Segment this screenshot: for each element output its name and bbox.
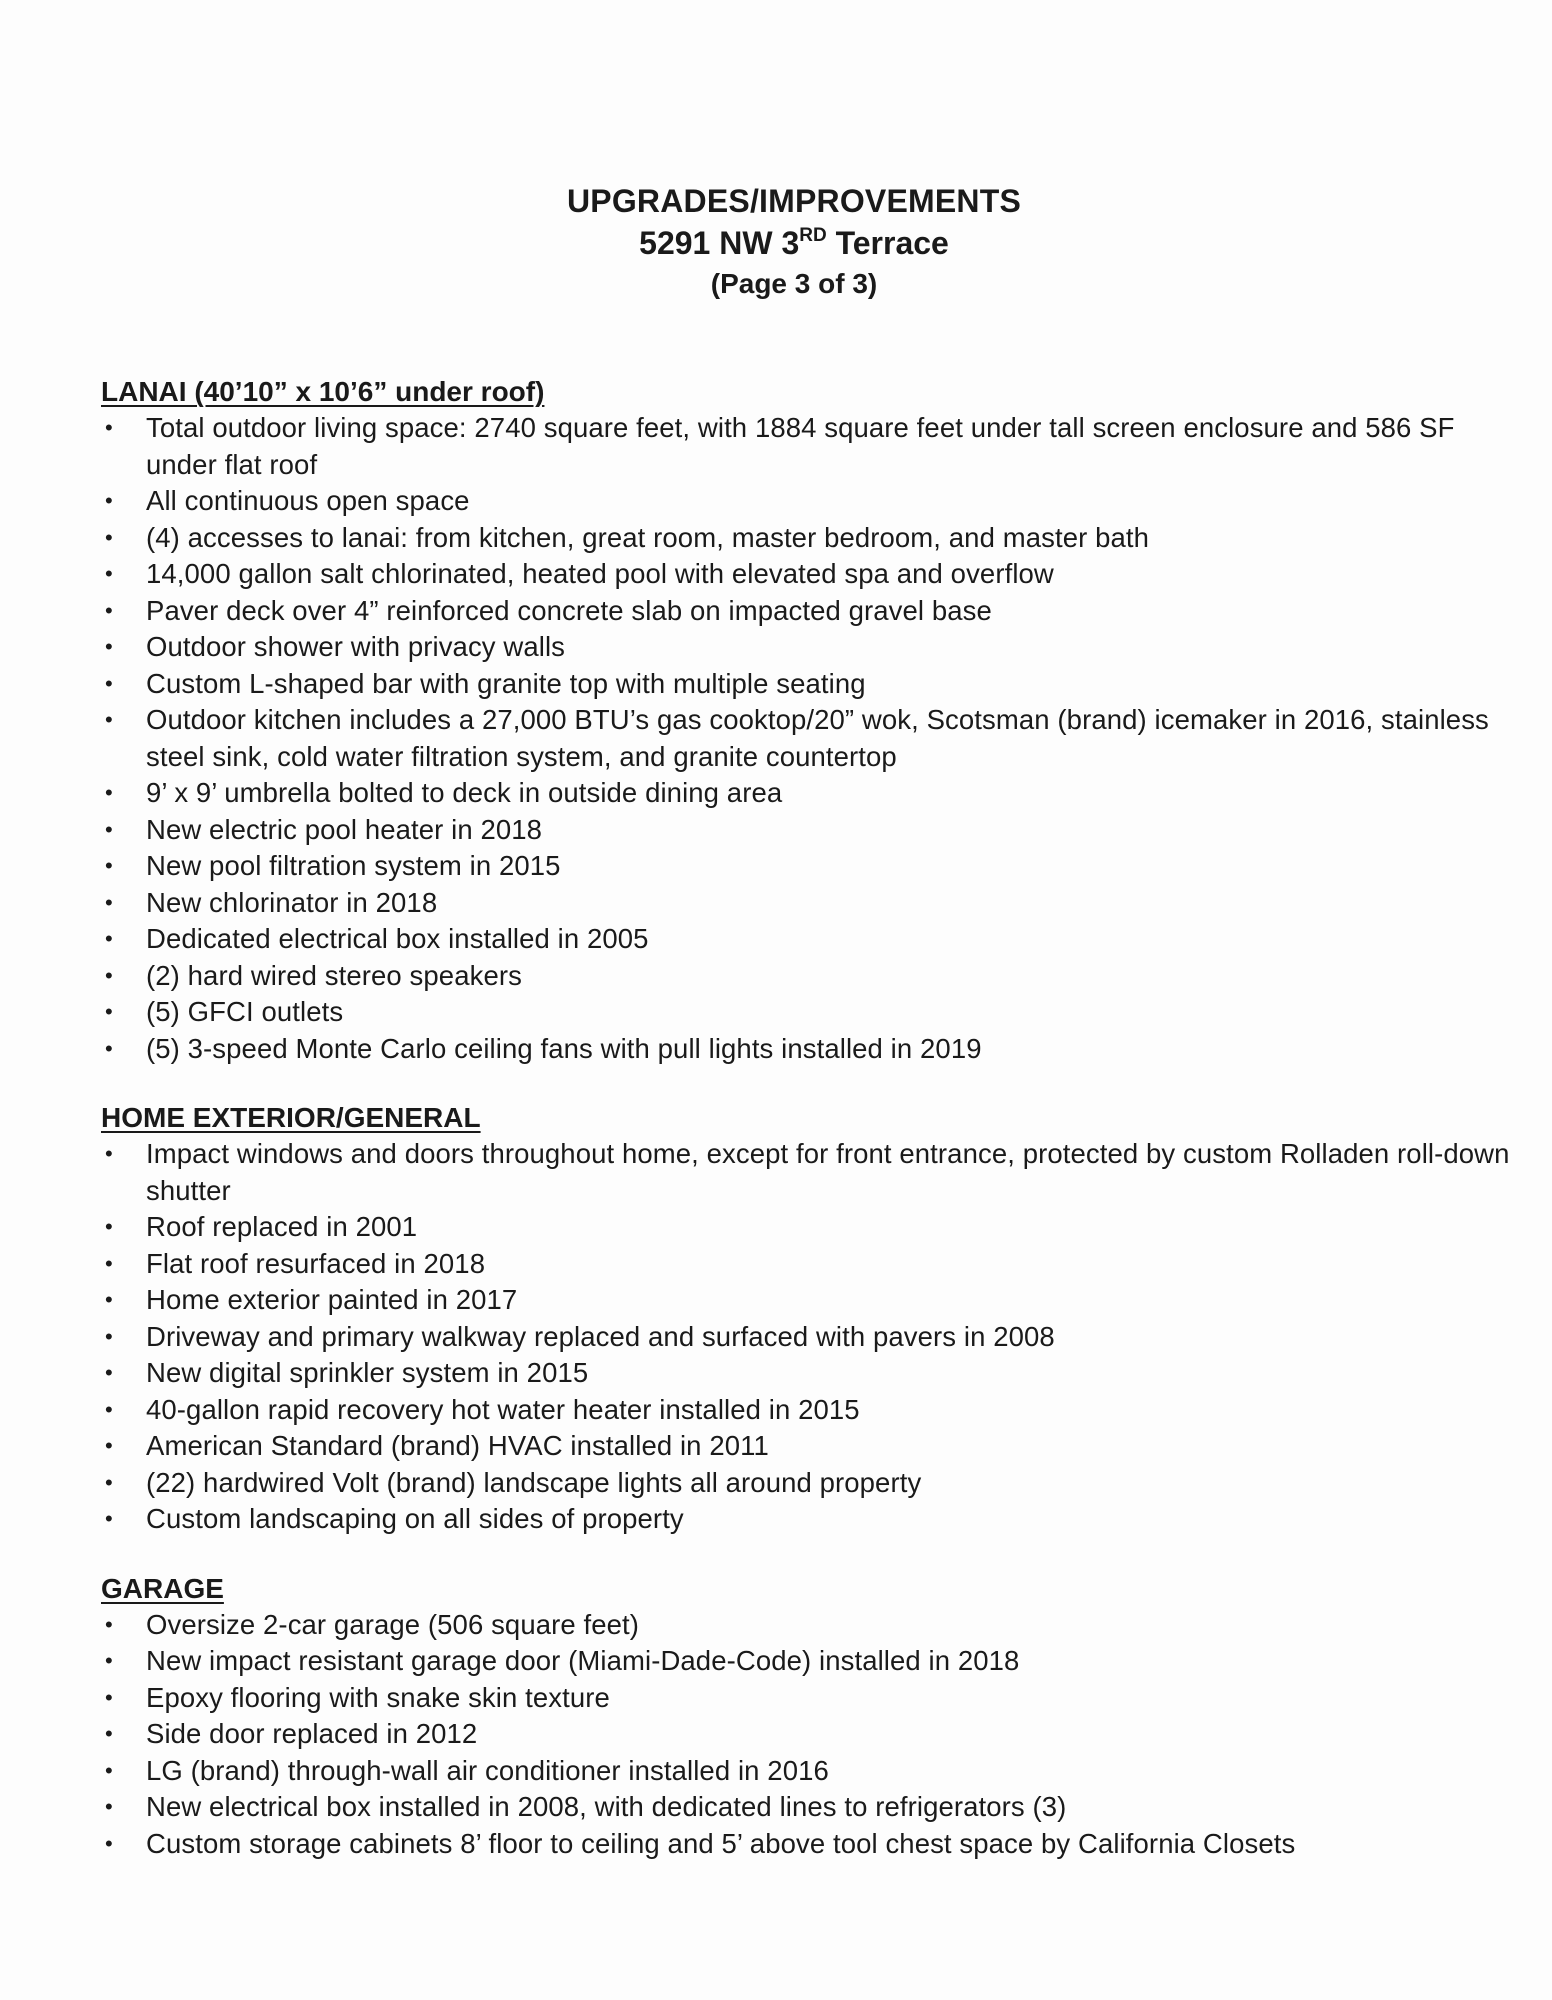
address-superscript: RD: [799, 225, 827, 246]
address-suffix: Terrace: [826, 225, 949, 261]
list-item: • Side door replaced in 2012: [101, 1716, 1521, 1753]
bullet-list: [101, 1136, 1521, 1538]
list-item: • 9’ x 9’ umbrella bolted to deck in outside dining area: [101, 775, 1521, 812]
list-item: • Flat roof resurfaced in 2018: [101, 1246, 1521, 1283]
list-item: • New chlorinator in 2018: [101, 885, 1521, 922]
list-item: • Epoxy flooring with snake skin texture: [101, 1680, 1521, 1717]
list-item: • Driveway and primary walkway replaced and surfaced with pavers in 2008: [101, 1319, 1521, 1356]
list-item: • New digital sprinkler system in 2015: [101, 1355, 1521, 1392]
address-prefix: 5291 NW 3: [639, 225, 800, 261]
list-item: • 40-gallon rapid recovery hot water heater installed in 2015: [101, 1392, 1521, 1429]
section-home-exterior-general: [101, 1100, 1521, 1538]
property-address: [0, 222, 1552, 264]
section-title: LANAI (40’10” x 10’6” under roof): [101, 376, 545, 407]
list-item: • (22) hardwired Volt (brand) landscape lights all around property: [101, 1465, 1521, 1502]
document-body: [101, 374, 1521, 1895]
list-item: • (5) 3-speed Monte Carlo ceiling fans with pull lights installed in 2019: [101, 1031, 1521, 1068]
list-item: • Paver deck over 4” reinforced concrete slab on impacted gravel base: [101, 593, 1521, 630]
bullet-list: [101, 410, 1521, 1067]
page-number: (Page 3 of 3): [710, 268, 878, 299]
list-item: • Roof replaced in 2001: [101, 1209, 1521, 1246]
list-item: • Outdoor shower with privacy walls: [101, 629, 1521, 666]
list-item: • Custom L-shaped bar with granite top with multiple seating: [101, 666, 1521, 703]
list-item: • New impact resistant garage door (Miami-Dade-Code) installed in 2018: [101, 1643, 1521, 1680]
list-item: • Custom storage cabinets 8’ floor to ceiling and 5’ above tool chest space by California Closets: [101, 1826, 1521, 1863]
list-item: • LG (brand) through-wall air conditioner installed in 2016: [101, 1753, 1521, 1790]
list-item: • American Standard (brand) HVAC installed in 2011: [101, 1428, 1521, 1465]
section-title: GARAGE: [101, 1572, 224, 1604]
list-item: • 14,000 gallon salt chlorinated, heated pool with elevated spa and overflow: [101, 556, 1521, 593]
document-header: [0, 180, 1552, 304]
list-item: • (4) accesses to lanai: from kitchen, great room, master bedroom, and master bath: [101, 520, 1521, 557]
section-title: HOME EXTERIOR/GENERAL: [101, 1102, 481, 1133]
list-item: • Outdoor kitchen includes a 27,000 BTU’s gas cooktop/20” wok, Scotsman (brand) icemaker in 2016, stainless steel sink, cold water filtration system, and granite countertop: [101, 702, 1521, 775]
document-title: UPGRADES/IMPROVEMENTS: [566, 183, 1022, 219]
list-item: • Home exterior painted in 2017: [101, 1282, 1521, 1319]
list-item: • Dedicated electrical box installed in 2005: [101, 921, 1521, 958]
list-item: • New pool filtration system in 2015: [101, 848, 1521, 885]
list-item: • New electrical box installed in 2008, with dedicated lines to refrigerators (3): [101, 1789, 1521, 1826]
list-item: • Oversize 2-car garage (506 square feet): [101, 1607, 1521, 1644]
list-item: • All continuous open space: [101, 483, 1521, 520]
list-item: • (2) hard wired stereo speakers: [101, 958, 1521, 995]
list-item: • Total outdoor living space: 2740 square feet, with 1884 square feet under tall screen enclosure and 586 SF under flat roof: [101, 410, 1521, 483]
bullet-list: [101, 1607, 1521, 1863]
section-lanai: [101, 374, 1521, 1067]
list-item: • New electric pool heater in 2018: [101, 812, 1521, 849]
list-item: • Impact windows and doors throughout home, except for front entrance, protected by custom Rolladen roll-down shutter: [101, 1136, 1521, 1209]
section-garage: [101, 1571, 1521, 1863]
list-item: • (5) GFCI outlets: [101, 994, 1521, 1031]
list-item: • Custom landscaping on all sides of property: [101, 1501, 1521, 1538]
